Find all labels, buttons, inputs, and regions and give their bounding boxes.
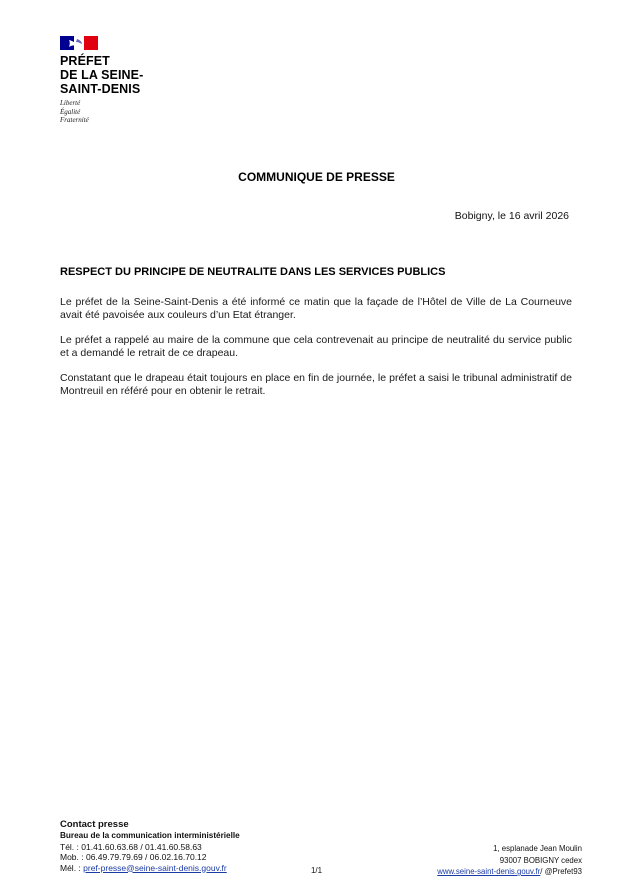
republic-motto (60, 99, 220, 125)
contact-title: Contact presse (60, 819, 129, 830)
press-email-link[interactable]: pref-presse@seine-saint-denis.gouv.fr (83, 862, 227, 873)
phone-numbers: Tél. : 01.41.60.63.68 / 01.41.60.58.63 (60, 841, 202, 852)
address-city: 93007 BOBIGNY cedex (499, 855, 582, 865)
body-paragraph: Le préfet a rappelé au maire de la commune que cela contrevenait au principe de neutralité du service public et a demandé le retrait de ce drapeau. (60, 334, 572, 359)
address-street: 1, esplanade Jean Moulin (493, 844, 582, 853)
marianne-flag-icon (60, 36, 98, 50)
prefecture-logo (60, 36, 220, 125)
prefecture-name-line: SAINT-DENIS (60, 82, 141, 96)
press-release-body (60, 296, 572, 410)
prefecture-name (60, 54, 220, 96)
web-line (437, 866, 582, 878)
address-block (437, 843, 582, 878)
prefecture-name-line: DE LA SEINE- (60, 68, 144, 82)
document-date: Bobigny, le 16 avril 2026 (454, 210, 569, 222)
mobile-numbers: Mob. : 06.49.79.79.69 / 06.02.16.70.12 (60, 852, 207, 862)
document-type-title: COMMUNIQUE DE PRESSE (238, 170, 395, 184)
motto-line: Égalité (60, 107, 81, 116)
press-contact-block (60, 818, 240, 873)
email-label: Mél. : (60, 862, 84, 873)
social-handle: / @Prefet93 (540, 867, 582, 876)
body-paragraph: Constatant que le drapeau était toujours en place en fin de journée, le préfet a saisi le tribunal administratif de Montreuil en référé pour en obtenir le retrait. (60, 372, 572, 397)
motto-line: Fraternité (60, 116, 89, 124)
page-number: 1/1 (310, 866, 323, 875)
body-paragraph: Le préfet de la Seine-Saint-Denis a été informé ce matin que la façade de l’Hôtel de Ville de La Courneuve avait été pavoisée aux couleurs d’un Etat étranger. (60, 296, 572, 321)
prefecture-name-line: PRÉFET (60, 54, 110, 68)
press-release-headline: RESPECT DU PRINCIPE DE NEUTRALITE DANS LES SERVICES PUBLICS (60, 266, 446, 278)
bureau-name: Bureau de la communication interministérielle (60, 831, 240, 840)
motto-line: Liberté (60, 99, 81, 107)
website-link[interactable]: www.seine-saint-denis.gouv.fr (437, 867, 541, 876)
